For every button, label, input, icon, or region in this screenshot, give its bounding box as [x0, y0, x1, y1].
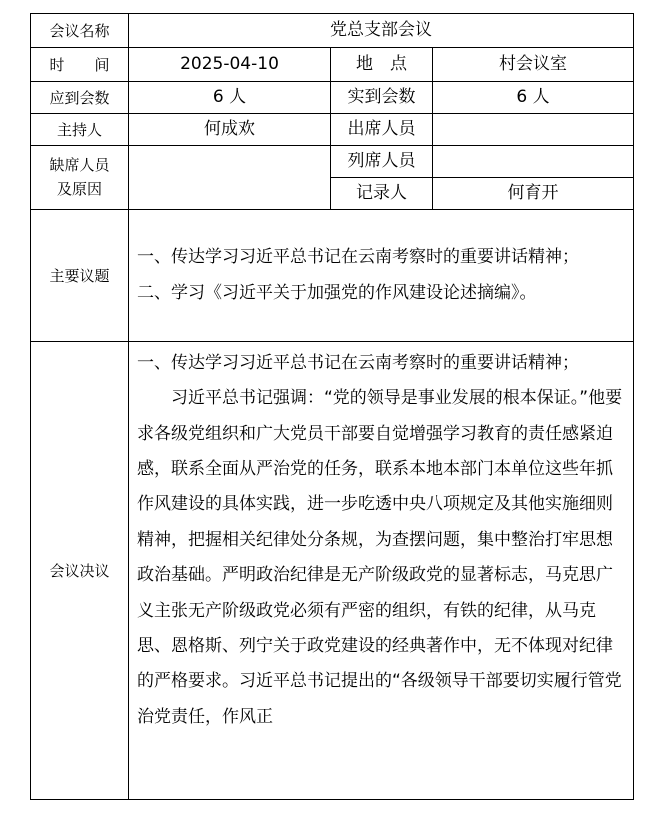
agenda-label: 主要议题: [31, 210, 129, 342]
meeting-name-label: 会议名称: [31, 14, 129, 48]
agenda-item: 二、学习《习近平关于加强党的作风建设论述摘编》。: [137, 282, 537, 303]
host-value: 何成欢: [129, 114, 331, 146]
resolution-body: 习近平总书记强调：“党的领导是事业发展的根本保证。”他要求各级党组织和广大党员干部要自觉增强学习教育的责任感紧迫感，联系全面从严治党的任务，联系本地本部门本单位这些年抓作风建设的具体实践，进一步吃透中央八项规定及其他实施细则精神，把握相关纪律处分条规，为查摆问题，集中整治打牢思想政治基础。严明政治纪律是无产阶级政党的显著标志，马克思广义主张无产阶级政党必须有严密的组织，有铁的纪律，从马克思、恩格斯、列宁关于政党建设的经典著作中，无不体现对纪律的严格要求。习近平总书记提出的“各级领导干部要切实履行管党治党责任，作风正: [137, 388, 623, 727]
resolution-content: [129, 342, 634, 800]
agenda-content: [129, 210, 634, 342]
recorder-value: 何育开: [433, 178, 634, 210]
absent-label-line2: 及原因: [56, 179, 102, 198]
nonvoting-attendees-value: [433, 146, 634, 178]
meeting-record-table: [30, 13, 634, 800]
actual-count-label: 实到会数: [331, 82, 433, 114]
agenda-item: 一、传达学习习近平总书记在云南考察时的重要讲话精神；: [137, 247, 579, 268]
actual-count-value: 6 人: [433, 82, 634, 114]
resolution-heading: 一、传达学习习近平总书记在云南考察时的重要讲话精神；: [137, 353, 579, 373]
place-value: 村会议室: [433, 48, 634, 82]
expected-count-value: 6 人: [129, 82, 331, 114]
attendees-value: [433, 114, 634, 146]
place-label: 地 点: [331, 48, 433, 82]
absent-label: [31, 146, 129, 210]
resolution-label: 会议决议: [31, 342, 129, 800]
absent-label-line1: 缺席人员: [49, 156, 110, 175]
time-value: 2025-04-10: [129, 48, 331, 82]
recorder-label: 记录人: [331, 178, 433, 210]
expected-count-label: 应到会数: [31, 82, 129, 114]
host-label: 主持人: [31, 114, 129, 146]
absent-value: [129, 146, 331, 210]
nonvoting-attendees-label: 列席人员: [331, 146, 433, 178]
attendees-label: 出席人员: [331, 114, 433, 146]
meeting-name-value: 党总支部会议: [129, 14, 634, 48]
time-label: 时 间: [31, 48, 129, 82]
